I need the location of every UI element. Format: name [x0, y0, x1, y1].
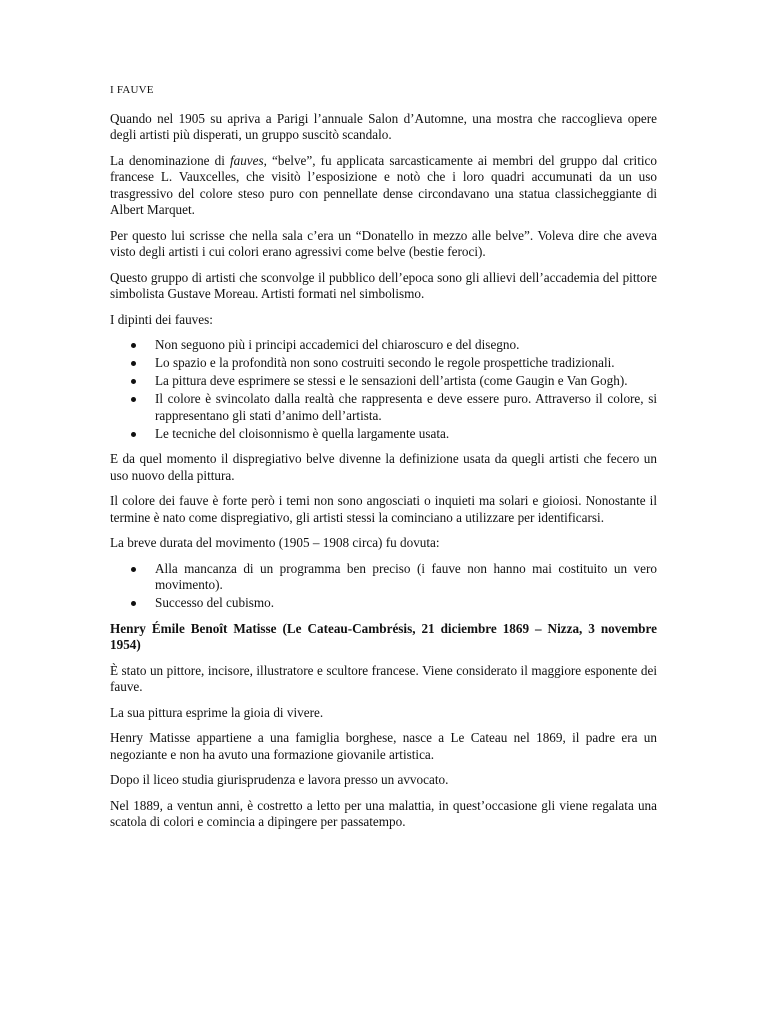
paragraph-gruppo: Questo gruppo di artisti che sconvolge il pubblico dell’epoca sono gli allievi dell’accademia del pittore simbolista Gustave Moreau. Artisti formati nel simbolismo. — [110, 269, 657, 301]
paragraph-colore: Il colore dei fauve è forte però i temi non sono angosciati o inquieti ma solari e gioiosi. Nonostante il termine è nato come dispregiativo, gli artisti stessi la cominciano a utilizzare per identificarsi. — [110, 493, 657, 525]
paragraph-donatello: Per questo lui scrisse che nella sala c’era un “Donatello in mezzo alle belve”. Voleva dire che aveva visto degli artisti i cui colori erano agressivi come belve (bestie feroci). — [110, 227, 657, 259]
list-item: Non seguono più i principi accademici del chiaroscuro e del disegno. — [155, 337, 657, 354]
fauves-italic-term: fauves — [229, 152, 264, 168]
list-item: La pittura deve esprimere se stessi e le sensazioni dell’artista (come Gaugin e Van Gogh). — [155, 373, 657, 390]
dipinti-list — [110, 337, 657, 442]
denominazione-text-end: , “belve”, fu applicata sarcasticamente ai membri del gruppo dal critico francese L. Vauxcelles, che visitò l’esposizione e notò che i loro quadri accumunati da un uso trasgressivo del colore steso puro con pennellate dense circondavano una statua classicheggiante di Albert Marquet. — [110, 152, 657, 217]
paragraph-matisse-2: La sua pittura esprime la gioia di vivere. — [110, 704, 324, 720]
list-item: Successo del cubismo. — [155, 595, 657, 612]
paragraph-dipinti-intro: I dipinti dei fauves: — [110, 311, 213, 327]
denominazione-text-start: La denominazione di — [110, 152, 230, 168]
list-item: Alla mancanza di un programma ben preciso (i fauve non hanno mai costituito un vero movimento). — [155, 560, 657, 592]
paragraph-matisse-1: È stato un pittore, incisore, illustratore e scultore francese. Viene considerato il maggiore esponente dei fauve. — [110, 662, 657, 694]
paragraph-intro: Quando nel 1905 su apriva a Parigi l’annuale Salon d’Automne, una mostra che raccoglieva opere degli artisti più disperati, un gruppo suscitò scandalo. — [110, 110, 657, 142]
paragraph-denominazione — [110, 153, 657, 219]
paragraph-matisse-5: Nel 1889, a ventun anni, è costretto a letto per una malattia, in quest’occasione gli viene regalata una scatola di colori e comincia a dipingere per passatempo. — [110, 797, 657, 829]
paragraph-matisse-3: Henry Matisse appartiene a una famiglia borghese, nasce a Le Cateau nel 1869, il padre era un negoziante e non ha avuto una formazione giovanile artistica. — [110, 730, 657, 762]
document-page — [110, 82, 657, 840]
paragraph-momento: E da quel momento il dispregiativo belve divenne la definizione usata da quegli artisti che fecero un uso nuovo della pittura. — [110, 451, 657, 483]
paragraph-matisse-4: Dopo il liceo studia giurisprudenza e lavora presso un avvocato. — [110, 772, 449, 787]
matisse-heading: Henry Émile Benoît Matisse (Le Cateau-Cambrésis, 21 diciembre 1869 – Nizza, 3 novembre 1954) — [110, 620, 657, 652]
durata-list — [110, 561, 657, 612]
paragraph-durata-intro: La breve durata del movimento (1905 – 1908 circa) fu dovuta: — [110, 535, 440, 550]
list-item: Il colore è svincolato dalla realtà che rappresenta e deve essere puro. Attraverso il colore, si rappresentano gli stati d’animo dell’artista. — [155, 391, 657, 423]
document-title: I FAUVE — [110, 84, 154, 96]
list-item: Le tecniche del cloisonnismo è quella largamente usata. — [155, 426, 657, 443]
list-item: Lo spazio e la profondità non sono costruiti secondo le regole prospettiche tradizionali. — [155, 355, 657, 372]
